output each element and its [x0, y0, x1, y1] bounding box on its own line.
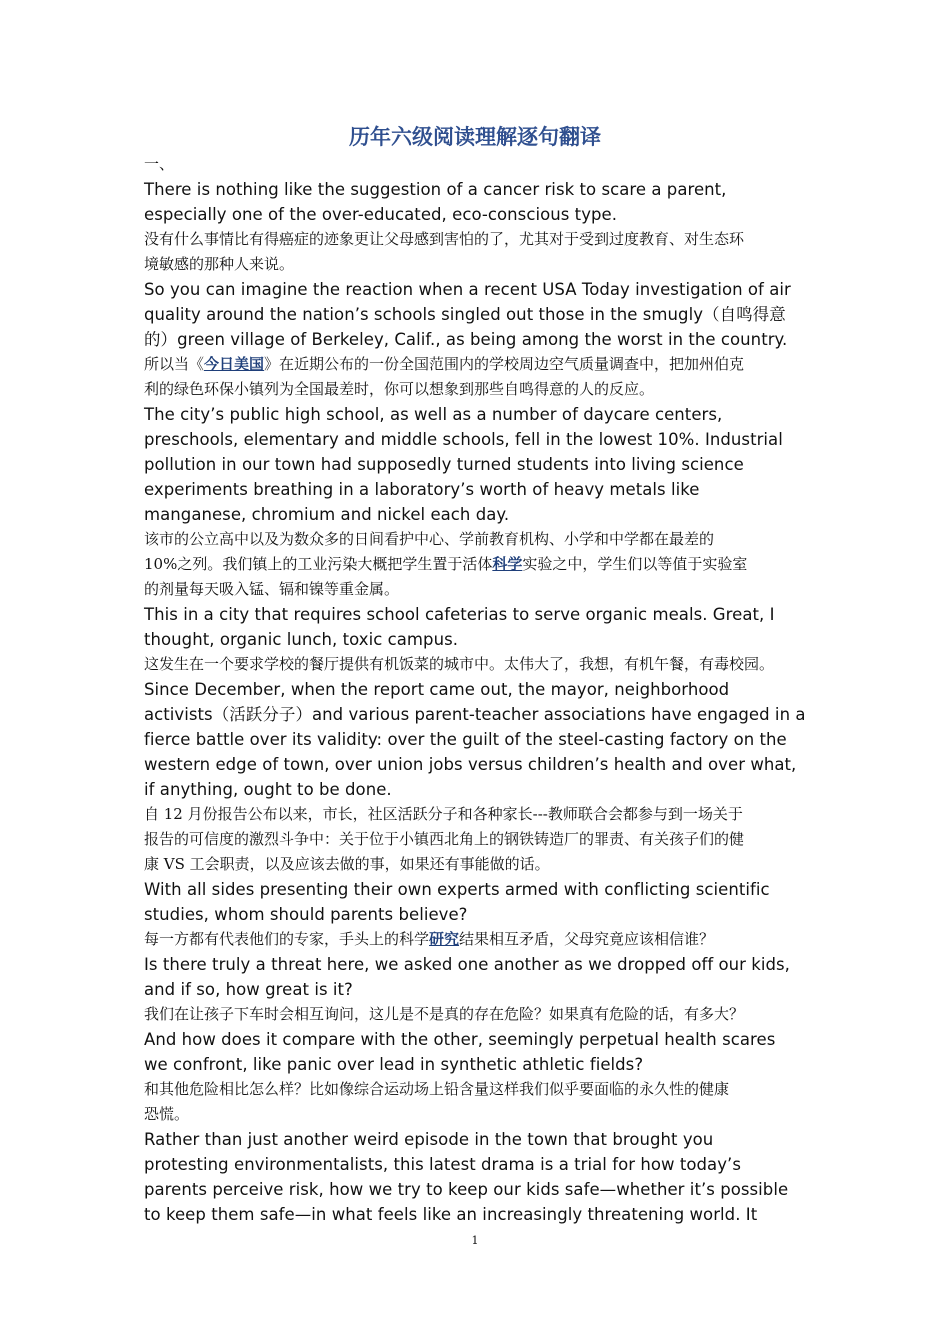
english-line: The city’s public high school, as well as a number of daycare centers, [144, 405, 723, 424]
english-line: preschools, elementary and middle schools, fell in the lowest 10%. Industrial [144, 430, 783, 449]
english-line: quality around the nation’s schools singled out those in the smugly（自鸣得意 [144, 305, 786, 324]
english-line: parents perceive risk, how we try to keep our kids safe—whether it’s possible [144, 1180, 789, 1199]
chinese-line: 恐慌。 [144, 1105, 190, 1123]
english-line: There is nothing like the suggestion of a cancer risk to scare a parent, [144, 180, 727, 199]
chinese-line [144, 927, 820, 952]
english-line: and if so, how great is it? [144, 980, 353, 999]
chinese-text: 10%之列。我们镇上的工业污染大概把学生置于活体 [144, 555, 493, 573]
usa-today-link[interactable]: 今日美国 [204, 355, 265, 373]
document-title: 历年六级阅读理解逐句翻译 [349, 124, 601, 149]
english-line: Since December, when the report came out, the mayor, neighborhood [144, 680, 730, 699]
english-line: thought, organic lunch, toxic campus. [144, 630, 459, 649]
science-link[interactable]: 科学 [492, 555, 523, 573]
chinese-text: 结果相互矛盾，父母究竟应该相信谁？ [459, 930, 715, 948]
english-line: Rather than just another weird episode in the town that brought you [144, 1130, 714, 1149]
chinese-line: 利的绿色环保小镇列为全国最差时，你可以想象到那些自鸣得意的人的反应。 [144, 380, 655, 398]
english-line: to keep them safe—in what feels like an increasingly threatening world. It [144, 1205, 758, 1224]
chinese-line [144, 552, 820, 577]
chinese-line: 的剂量每天吸入锰、镉和镍等重金属。 [144, 580, 400, 598]
english-line: Is there truly a threat here, we asked one another as we dropped off our kids, [144, 955, 790, 974]
english-line: 的）green village of Berkeley, Calif., as being among the worst in the country. [144, 330, 788, 349]
document-body [144, 152, 820, 1227]
chinese-line [144, 352, 820, 377]
english-line: This in a city that requires school cafeterias to serve organic meals. Great, I [144, 605, 775, 624]
chinese-line: 境敏感的那种人来说。 [144, 255, 295, 273]
english-line: manganese, chromium and nickel each day. [144, 505, 510, 524]
english-line: western edge of town, over union jobs versus children’s health and over what, [144, 755, 797, 774]
research-link[interactable]: 研究 [429, 930, 460, 948]
english-line: protesting environmentalists, this latest drama is a trial for how today’s [144, 1155, 741, 1174]
section-number: 一、 [144, 155, 175, 173]
page-number: 1 [471, 1234, 479, 1247]
english-line: And how does it compare with the other, seemingly perpetual health scares [144, 1030, 776, 1049]
english-line: if anything, ought to be done. [144, 780, 392, 799]
english-line: experiments breathing in a laboratory’s worth of heavy metals like [144, 480, 700, 499]
english-line: pollution in our town had supposedly turned students into living science [144, 455, 744, 474]
chinese-line: 报告的可信度的激烈斗争中：关于位于小镇西北角上的钢铁铸造厂的罪责、有关孩子们的健 [144, 830, 745, 848]
english-line: activists（活跃分子）and various parent-teacher associations have engaged in a [144, 705, 806, 724]
chinese-line: 没有什么事情比有得癌症的迹象更让父母感到害怕的了，尤其对于受到过度教育、对生态环 [144, 230, 745, 248]
english-line: we confront, like panic over lead in synthetic athletic fields? [144, 1055, 644, 1074]
english-line: With all sides presenting their own experts armed with conflicting scientific [144, 880, 770, 899]
chinese-text: 每一方都有代表他们的专家，手头上的科学 [144, 930, 430, 948]
chinese-line: 康 VS 工会职责，以及应该去做的事，如果还有事能做的话。 [144, 855, 550, 873]
chinese-text: 实验之中，学生们以等值于实验室 [522, 555, 748, 573]
chinese-line: 该市的公立高中以及为数众多的日间看护中心、学前教育机构、小学和中学都在最差的 [144, 530, 715, 548]
english-line: studies, whom should parents believe? [144, 905, 468, 924]
chinese-text: 》在近期公布的一份全国范围内的学校周边空气质量调查中，把加州伯克 [264, 355, 745, 373]
english-line: So you can imagine the reaction when a recent USA Today investigation of air [144, 280, 791, 299]
english-line: especially one of the over-educated, eco-conscious type. [144, 205, 618, 224]
english-line: fierce battle over its validity: over the guilt of the steel-casting factory on the [144, 730, 787, 749]
chinese-line: 自 12 月份报告公布以来，市长，社区活跃分子和各种家长---教师联合会都参与到一场关于 [144, 805, 743, 823]
chinese-text: 所以当《 [144, 355, 205, 373]
chinese-line: 和其他危险相比怎么样？比如像综合运动场上铅含量这样我们似乎要面临的永久性的健康 [144, 1080, 730, 1098]
chinese-line: 我们在让孩子下车时会相互询问，这儿是不是真的存在危险？如果真有危险的话，有多大？ [144, 1005, 745, 1023]
chinese-line: 这发生在一个要求学校的餐厅提供有机饭菜的城市中。太伟大了，我想，有机午餐，有毒校园。 [144, 655, 775, 673]
